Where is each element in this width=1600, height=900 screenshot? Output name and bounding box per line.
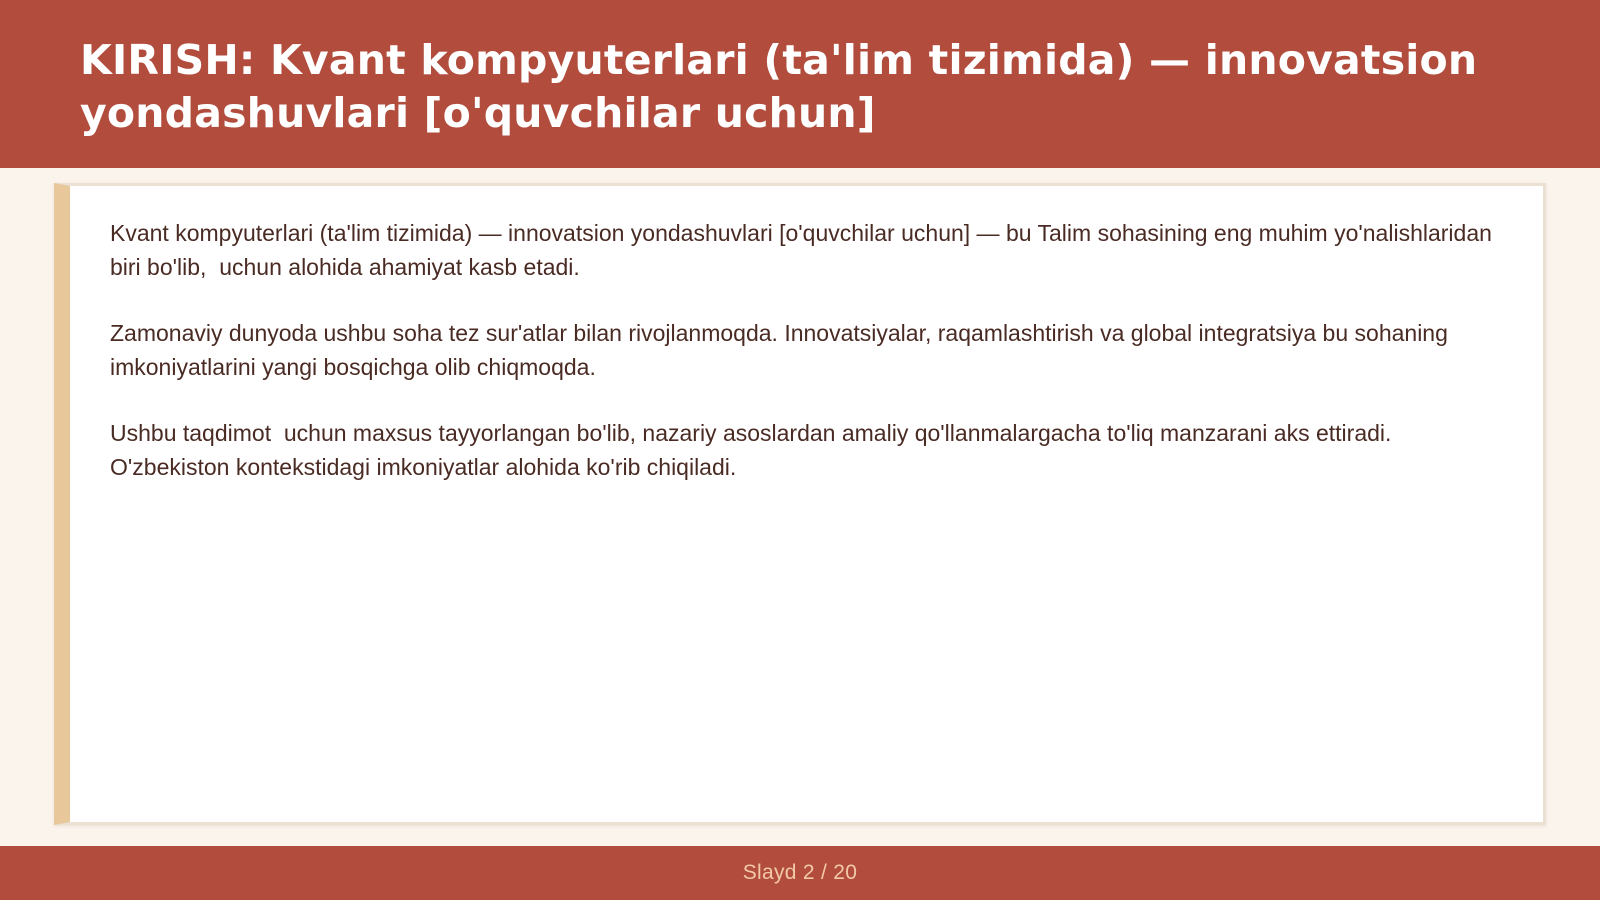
slide-title: KIRISH: Kvant kompyuterlari (ta'lim tizimida) — innovatsion yondashuvlari [o'quvchilar uchun] — [80, 36, 1478, 137]
paragraph-intro: Kvant kompyuterlari (ta'lim tizimida) — innovatsion yondashuvlari [o'quvchilar uchun] — bu Talim sohasining eng muhim yo'nalishlaridan biri bo'lib, uchun alohida ahamiyat kasb etadi. — [110, 220, 1499, 280]
paragraph-modern-world: Zamonaviy dunyoda ushbu soha tez sur'atlar bilan rivojlanmoqda. Innovatsiyalar, raqamlashtirish va global integratsiya bu sohaning imkoniyatlarini yangi bosqichga olib chiqmoqda. — [110, 320, 1455, 380]
content-card — [54, 183, 1546, 825]
slide-counter: Slayd 2 / 20 — [742, 861, 858, 884]
slide-header — [0, 0, 1600, 168]
slide-footer — [0, 846, 1600, 900]
paragraph-presentation-scope: Ushbu taqdimot uchun maxsus tayyorlangan bo'lib, nazariy asoslardan amaliy qo'llanmalargacha to'liq manzarani aks ettiradi. O'zbekiston kontekstidagi imkoniyatlar alohida ko'rib chiqiladi. — [110, 420, 1398, 480]
